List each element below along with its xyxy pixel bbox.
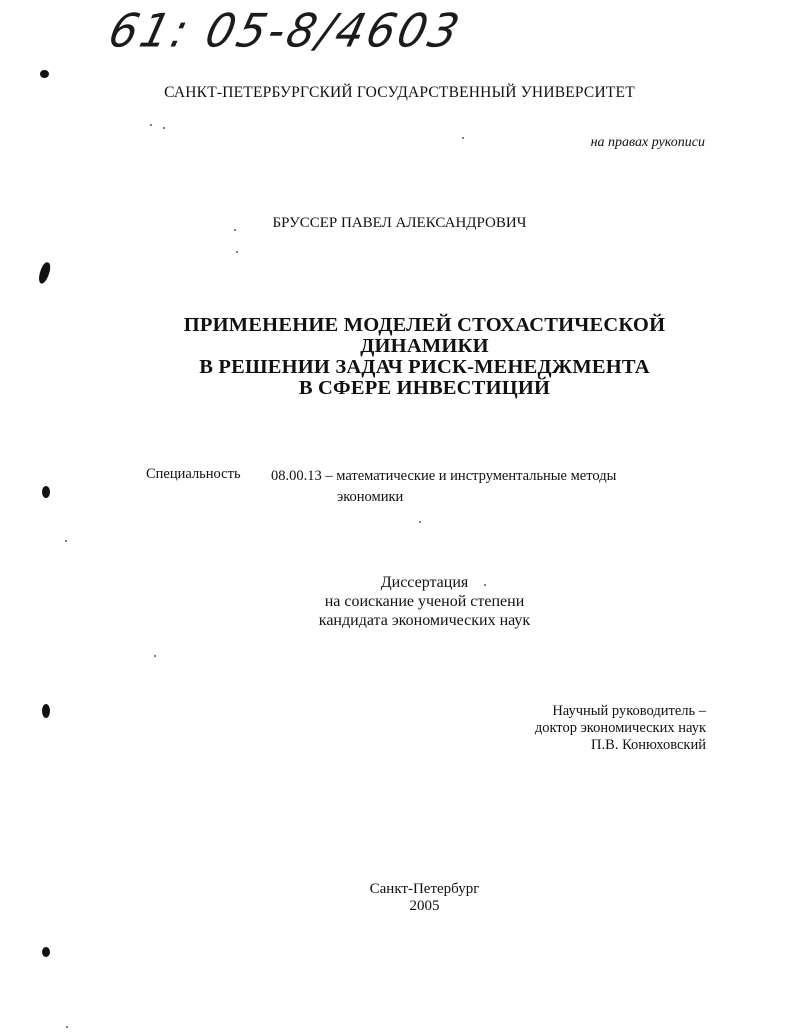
- supervisor-line: Научный руководитель –: [552, 703, 706, 719]
- scan-speck: [66, 1026, 68, 1028]
- punch-hole-mark: [42, 947, 50, 957]
- supervisor-line: П.В. Конюховский: [591, 737, 706, 753]
- punch-hole-mark: [40, 70, 49, 78]
- scan-speck: [236, 251, 238, 253]
- title-line: В СФЕРЕ ИНВЕСТИЦИЙ: [298, 377, 551, 399]
- punch-hole-mark: [42, 486, 50, 498]
- author-name: БРУССЕР ПАВЕЛ АЛЕКСАНДРОВИЧ: [272, 215, 527, 231]
- scan-speck: [234, 229, 236, 231]
- manuscript-rights-note: на правах рукописи: [590, 135, 705, 150]
- specialty-line: 08.00.13 – математические и инструментальные методы: [271, 468, 617, 484]
- degree-line: Диссертация: [380, 574, 469, 591]
- title-line: В РЕШЕНИИ ЗАДАЧ РИСК-МЕНЕДЖМЕНТА: [199, 356, 650, 378]
- degree-statement: [0, 573, 799, 630]
- specialty-description: [271, 466, 651, 508]
- scan-speck: [484, 584, 486, 586]
- specialty-line: экономики: [337, 489, 404, 505]
- degree-line: кандидата экономических наук: [318, 612, 531, 629]
- scan-speck: [154, 655, 156, 657]
- handwritten-archive-code: 61: 05-8/4603: [103, 4, 468, 59]
- punch-hole-mark: [42, 704, 50, 718]
- university-name: САНКТ-ПЕТЕРБУРГСКИЙ ГОСУДАРСТВЕННЫЙ УНИВЕРСИТЕТ: [164, 84, 635, 101]
- title-line: ПРИМЕНЕНИЕ МОДЕЛЕЙ СТОХАСТИЧЕСКОЙ: [183, 314, 666, 336]
- supervisor-line: доктор экономических наук: [534, 720, 706, 736]
- dissertation-title: [0, 315, 799, 399]
- scan-speck: [163, 127, 165, 129]
- degree-line: на соискание ученой степени: [324, 593, 525, 610]
- scan-speck: [462, 137, 464, 139]
- city: Санкт-Петербург: [369, 881, 480, 897]
- specialty-label: Специальность: [146, 466, 241, 482]
- scan-speck: [419, 521, 421, 523]
- scan-speck: [65, 540, 67, 542]
- scan-speck: [150, 124, 152, 126]
- title-line: ДИНАМИКИ: [360, 335, 489, 357]
- place-and-year: [0, 881, 799, 915]
- year: 2005: [409, 898, 440, 914]
- supervisor-block: [535, 703, 706, 754]
- punch-hole-mark: [37, 261, 52, 285]
